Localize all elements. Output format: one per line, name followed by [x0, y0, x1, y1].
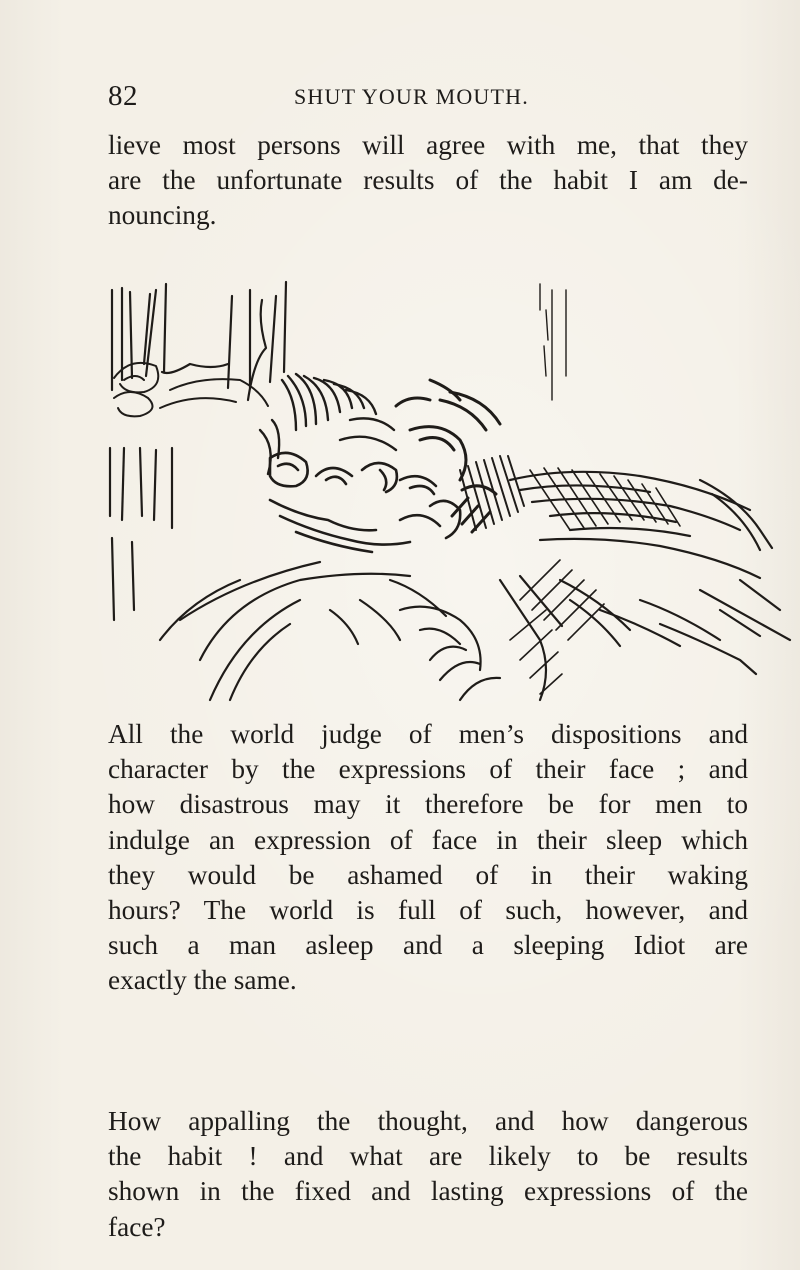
text-line: indulge an expression of face in their sleep which: [108, 824, 748, 855]
background-lines: [540, 284, 566, 400]
ornament-flourish: [114, 363, 268, 416]
mouth-shading: [396, 380, 500, 532]
text-line: lieve most persons will agree with me, that they: [108, 130, 748, 160]
text-line: nouncing.: [108, 200, 217, 231]
text-line: All the world judge of men’s dispositions and: [108, 719, 748, 749]
page-number: 82: [108, 80, 138, 112]
bed-frame-lines: [110, 282, 286, 620]
hair-strokes: [260, 374, 396, 474]
text-line: are the unfortunate results of the habit I am de-: [108, 165, 748, 196]
paragraph-closing: [108, 1104, 748, 1245]
sleeping-man-engraving: [100, 280, 800, 710]
text-line: How appalling the thought, and how dangerous: [108, 1106, 748, 1136]
text-line: shown in the fixed and lasting expressions of the: [108, 1176, 748, 1207]
text-line: the habit ! and what are likely to be results: [108, 1141, 748, 1172]
text-line: hours? The world is full of such, however, and: [108, 895, 748, 926]
paragraph-continuation: [108, 128, 748, 234]
text-line: they would be ashamed of in their waking: [108, 859, 748, 890]
face-features: [270, 453, 460, 552]
beard-hatching: [460, 456, 524, 530]
text-line: how disastrous may it therefore be for men to: [108, 789, 748, 820]
text-line: exactly the same.: [108, 965, 297, 996]
text-line: face?: [108, 1211, 166, 1242]
running-head: [108, 80, 748, 114]
text-line: such a man asleep and a sleeping Idiot are: [108, 930, 748, 961]
paragraph-main: [108, 717, 748, 999]
running-title: SHUT YOUR MOUTH.: [294, 84, 529, 109]
text-line: character by the expressions of their face ; and: [108, 754, 748, 785]
